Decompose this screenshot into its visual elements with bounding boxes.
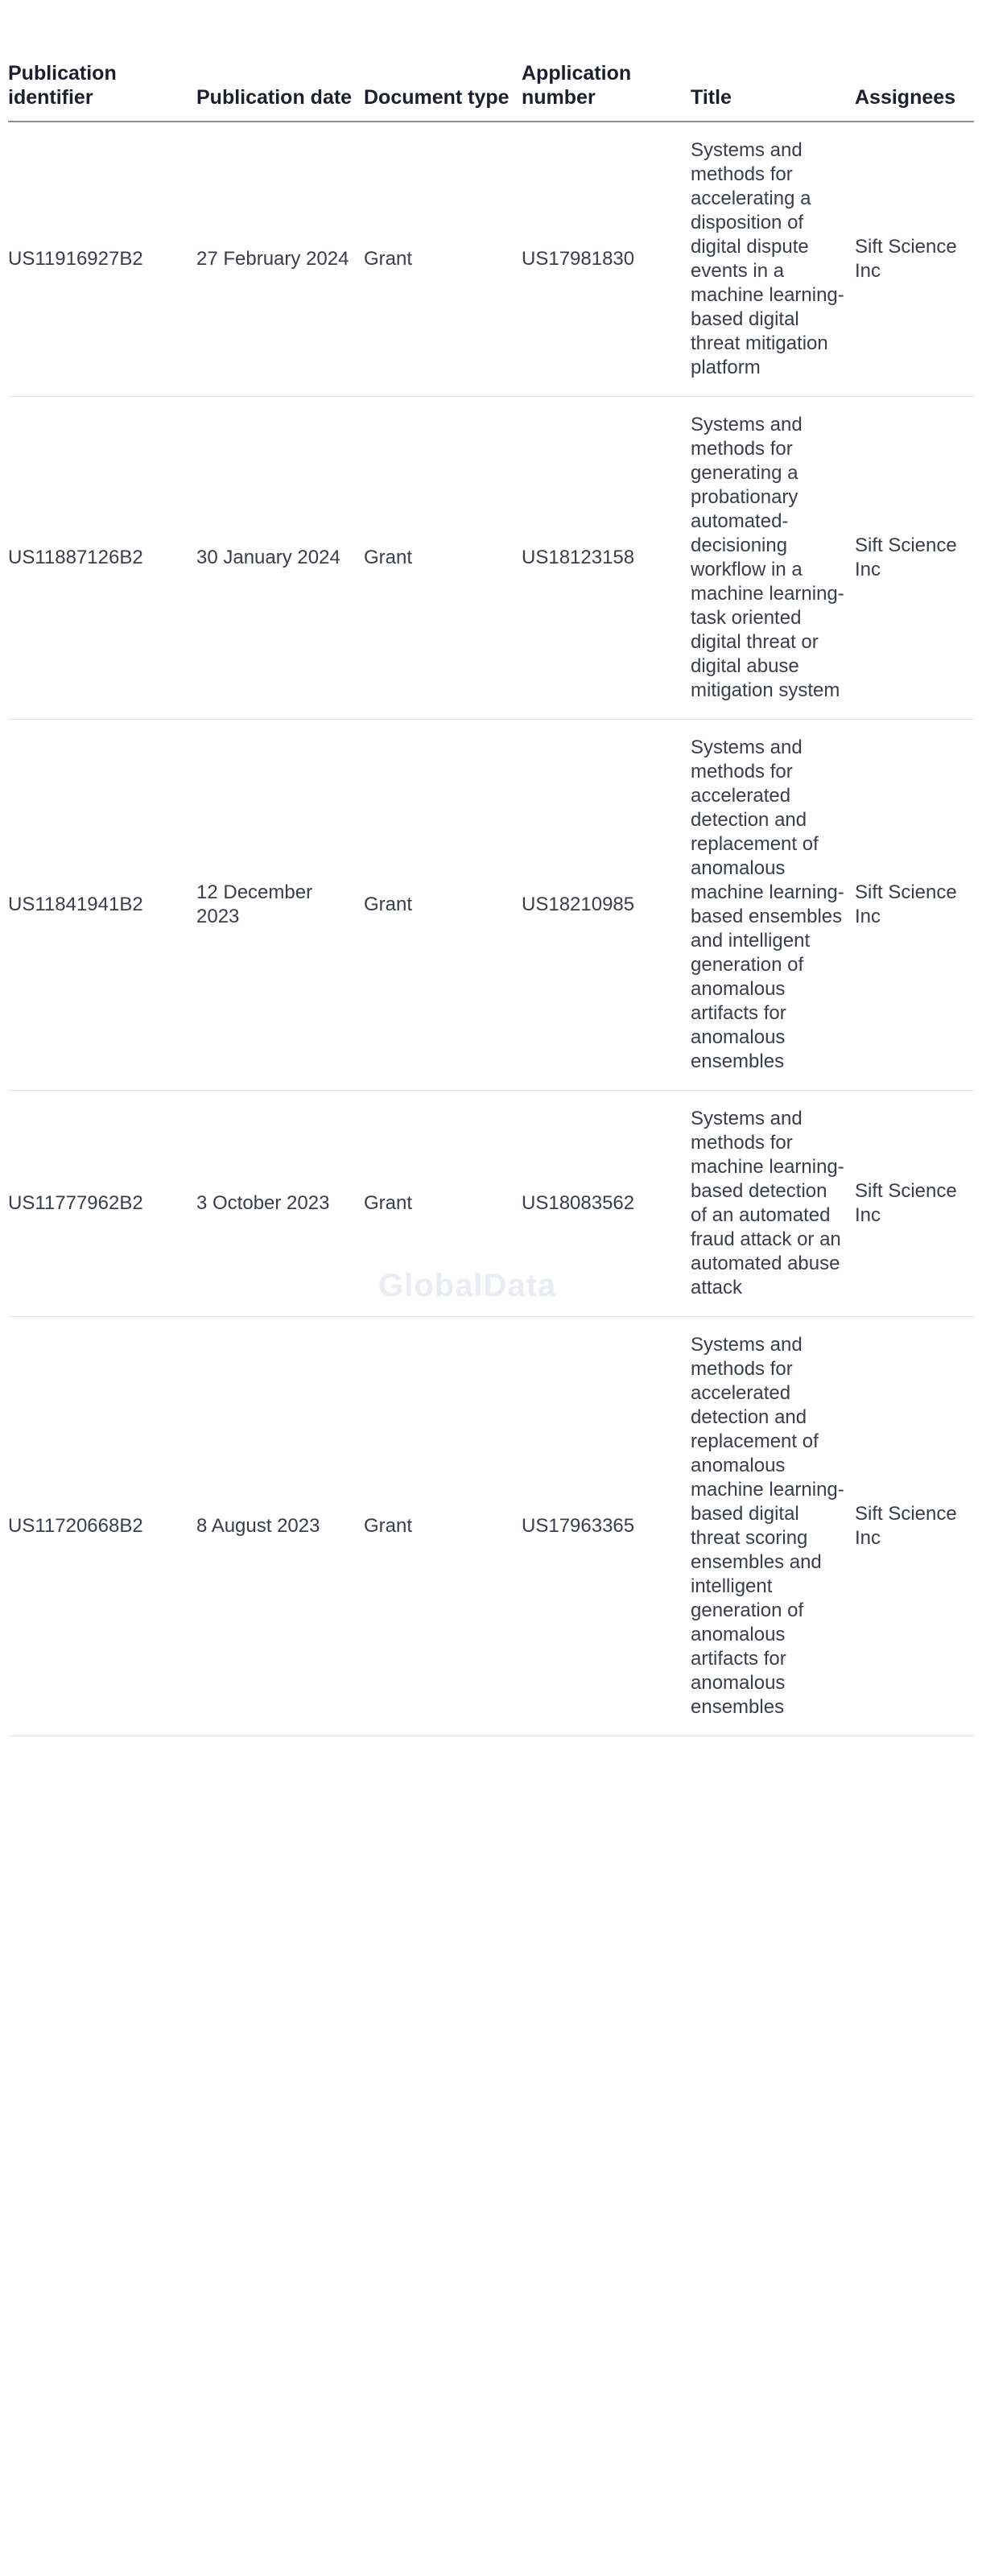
assignees-cell: Sift Science Inc	[855, 122, 974, 397]
header-publication-date[interactable]: Publication date	[196, 61, 364, 122]
header-document-type[interactable]: Document type	[364, 61, 522, 122]
application-number-cell: US18123158	[522, 397, 691, 720]
application-number-cell: US18210985	[522, 720, 691, 1091]
publication-identifier-cell: US11841941B2	[8, 720, 196, 1091]
header-title[interactable]: Title	[691, 61, 855, 122]
publication-date-cell: 30 January 2024	[196, 397, 364, 720]
publication-date-cell: 27 February 2024	[196, 122, 364, 397]
publication-date-cell: 8 August 2023	[196, 1317, 364, 1736]
document-type-cell: Grant	[364, 1317, 522, 1736]
table-row	[8, 122, 974, 397]
document-type-cell: Grant	[364, 122, 522, 397]
table-row	[8, 1317, 974, 1736]
table-body	[8, 122, 974, 1736]
header-row	[8, 61, 974, 122]
header-application-number[interactable]: Application number	[522, 61, 691, 122]
publication-date-cell: 12 December 2023	[196, 720, 364, 1091]
application-number-cell: US18083562	[522, 1091, 691, 1317]
assignees-cell: Sift Science Inc	[855, 1317, 974, 1736]
document-type-cell: Grant	[364, 720, 522, 1091]
application-number-cell: US17981830	[522, 122, 691, 397]
header-assignees[interactable]: Assignees	[855, 61, 974, 122]
publication-identifier-cell: US11720668B2	[8, 1317, 196, 1736]
assignees-cell: Sift Science Inc	[855, 397, 974, 720]
table-row	[8, 397, 974, 720]
title-cell: Systems and methods for machine learning-based detection of an automated fraud attack or an automated abuse attack	[691, 1091, 855, 1317]
document-type-cell: Grant	[364, 397, 522, 720]
document-type-cell: Grant	[364, 1091, 522, 1317]
table-header	[8, 61, 974, 122]
patents-table	[8, 61, 974, 1736]
publication-identifier-cell: US11887126B2	[8, 397, 196, 720]
watermark: GlobalData	[378, 1268, 557, 1303]
table-row	[8, 1091, 974, 1317]
title-cell: Systems and methods for accelerated detection and replacement of anomalous machine learning-based digital threat scoring ensembles and intelligent generation of anomalous artifacts for anomalous ensembles	[691, 1317, 855, 1736]
publication-date-cell: 3 October 2023	[196, 1091, 364, 1317]
title-cell: Systems and methods for generating a probationary automated-decisioning workflow in a machine learning-task oriented digital threat or digital abuse mitigation system	[691, 397, 855, 720]
table-row	[8, 720, 974, 1091]
application-number-cell: US17963365	[522, 1317, 691, 1736]
title-cell: Systems and methods for accelerating a disposition of digital dispute events in a machine learning-based digital threat mitigation platform	[691, 122, 855, 397]
header-publication-identifier[interactable]: Publication identifier	[8, 61, 196, 122]
publication-identifier-cell: US11916927B2	[8, 122, 196, 397]
title-cell: Systems and methods for accelerated detection and replacement of anomalous machine learning-based ensembles and intelligent generation of anomalous artifacts for anomalous ensembles	[691, 720, 855, 1091]
assignees-cell: Sift Science Inc	[855, 1091, 974, 1317]
assignees-cell: Sift Science Inc	[855, 720, 974, 1091]
publication-identifier-cell: US11777962B2	[8, 1091, 196, 1317]
